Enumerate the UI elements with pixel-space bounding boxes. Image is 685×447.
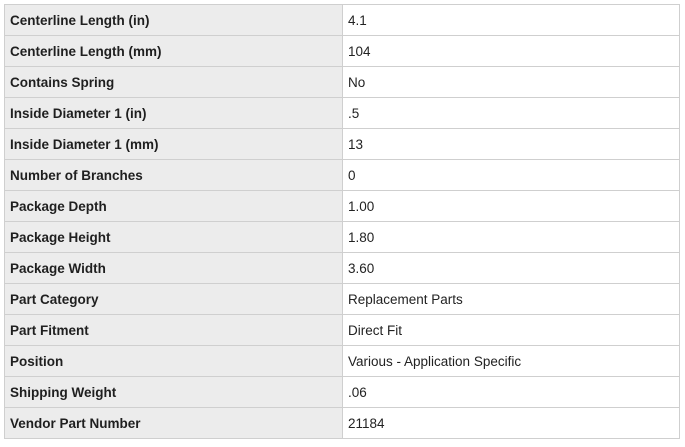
spec-label: Position	[5, 346, 343, 377]
spec-label: Contains Spring	[5, 67, 343, 98]
spec-value: .06	[343, 377, 680, 408]
spec-value: No	[343, 67, 680, 98]
spec-value: Various - Application Specific	[343, 346, 680, 377]
table-row	[5, 36, 680, 67]
table-row	[5, 315, 680, 346]
spec-label: Centerline Length (mm)	[5, 36, 343, 67]
spec-value: Direct Fit	[343, 315, 680, 346]
spec-value: Replacement Parts	[343, 284, 680, 315]
spec-value: 104	[343, 36, 680, 67]
table-row	[5, 129, 680, 160]
spec-label: Number of Branches	[5, 160, 343, 191]
spec-label: Part Fitment	[5, 315, 343, 346]
spec-value: 1.00	[343, 191, 680, 222]
table-row	[5, 191, 680, 222]
table-row	[5, 253, 680, 284]
table-row	[5, 222, 680, 253]
spec-value: 4.1	[343, 5, 680, 36]
spec-label: Package Width	[5, 253, 343, 284]
table-row	[5, 284, 680, 315]
table-row	[5, 408, 680, 439]
specifications-table	[4, 4, 680, 439]
spec-value: 21184	[343, 408, 680, 439]
table-row	[5, 98, 680, 129]
table-row	[5, 67, 680, 98]
spec-value: .5	[343, 98, 680, 129]
spec-value: 1.80	[343, 222, 680, 253]
spec-value: 0	[343, 160, 680, 191]
table-row	[5, 346, 680, 377]
spec-label: Part Category	[5, 284, 343, 315]
table-row	[5, 5, 680, 36]
spec-label: Package Height	[5, 222, 343, 253]
spec-label: Vendor Part Number	[5, 408, 343, 439]
spec-value: 13	[343, 129, 680, 160]
spec-label: Inside Diameter 1 (in)	[5, 98, 343, 129]
spec-label: Package Depth	[5, 191, 343, 222]
spec-label: Shipping Weight	[5, 377, 343, 408]
spec-label: Inside Diameter 1 (mm)	[5, 129, 343, 160]
table-row	[5, 160, 680, 191]
table-row	[5, 377, 680, 408]
spec-label: Centerline Length (in)	[5, 5, 343, 36]
spec-value: 3.60	[343, 253, 680, 284]
